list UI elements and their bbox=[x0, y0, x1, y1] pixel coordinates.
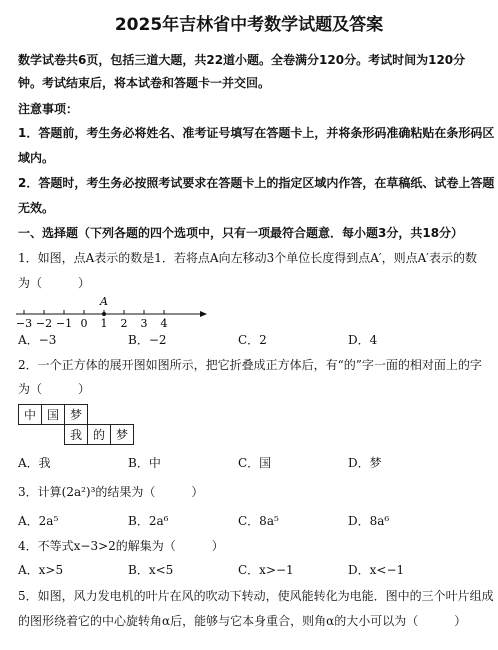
number-line-tick-label: 2 bbox=[120, 317, 128, 330]
q1-option-b[interactable]: B．−2 bbox=[128, 333, 167, 347]
q1-stem-line-2: 为（ ） bbox=[18, 276, 91, 290]
q1-option-d[interactable]: D．4 bbox=[348, 333, 378, 347]
net-face-top-2: 国 bbox=[41, 404, 65, 425]
net-face-top-1: 中 bbox=[18, 404, 42, 425]
number-line-tick-label: −2 bbox=[35, 317, 53, 330]
notice-item-2-line-1: 2．答题时，考生务必按照考试要求在答题卡上的指定区域内作答，在草稿纸、试卷上答题 bbox=[18, 176, 495, 190]
number-line-tick-label: 3 bbox=[140, 317, 148, 330]
q2-stem-line-2: 为（ ） bbox=[18, 382, 91, 396]
intro-line-1: 数学试卷共6页，包括三道大题，共22道小题。全卷满分120分。考试时间为120分 bbox=[18, 53, 466, 67]
q2-option-a[interactable]: A．我 bbox=[18, 456, 51, 470]
number-line-tick-label: 4 bbox=[160, 317, 168, 330]
q3-stem: 3．计算(2a²)³的结果为（ ） bbox=[18, 485, 204, 499]
q4-option-c[interactable]: C．x>−1 bbox=[238, 563, 294, 577]
exam-title: 2025年吉林省中考数学试题及答案 bbox=[114, 15, 384, 35]
number-line-figure bbox=[14, 294, 214, 330]
q4-stem: 4．不等式x−3>2的解集为（ ） bbox=[18, 539, 224, 553]
notice-item-1-line-2: 域内。 bbox=[18, 151, 55, 165]
intro-line-2: 钟。考试结束后，将本试卷和答题卡一并交回。 bbox=[18, 76, 271, 90]
q3-option-d[interactable]: D．8a⁶ bbox=[348, 514, 390, 528]
q3-option-a[interactable]: A．2a⁵ bbox=[18, 514, 59, 528]
q1-stem-line-1: 1．如图，点A表示的数是1．若将点A向左移动3个单位长度得到点A′，则点A′表示的数 bbox=[18, 251, 478, 265]
number-line-tick-label: −1 bbox=[55, 317, 73, 330]
q1-option-a[interactable]: A．−3 bbox=[18, 333, 57, 347]
point-a-marker bbox=[102, 312, 106, 316]
q3-option-b[interactable]: B．2a⁶ bbox=[128, 514, 169, 528]
q1-option-c[interactable]: C．2 bbox=[238, 333, 267, 347]
q5-stem-line-1: 5．如图，风力发电机的叶片在风的吹动下转动，使风能转化为电能．图中的三个叶片组成 bbox=[18, 589, 494, 603]
q3-option-c[interactable]: C．8a⁵ bbox=[238, 514, 279, 528]
q5-stem-line-2: 的图形绕着它的中心旋转角α后，能够与它本身重合，则角α的大小可以为（ ） bbox=[18, 614, 467, 628]
net-face-top-3: 梦 bbox=[64, 404, 88, 425]
net-face-bottom-2: 的 bbox=[87, 424, 111, 445]
number-line-tick-label: 1 bbox=[100, 317, 108, 330]
q2-option-c[interactable]: C．国 bbox=[238, 456, 272, 470]
net-face-bottom-3: 梦 bbox=[110, 424, 134, 445]
q2-stem-line-1: 2．一个正方体的展开图如图所示，把它折叠成正方体后，有“的”字一面的相对面上的字 bbox=[18, 358, 482, 372]
notice-item-2-line-2: 无效。 bbox=[18, 201, 55, 215]
number-line-tick-label: −3 bbox=[15, 317, 33, 330]
point-a-label: A bbox=[100, 295, 108, 308]
q4-option-d[interactable]: D．x<−1 bbox=[348, 563, 405, 577]
notice-heading: 注意事项： bbox=[18, 102, 79, 116]
number-line-tick-label: 0 bbox=[80, 317, 88, 330]
q4-option-a[interactable]: A．x>5 bbox=[18, 563, 64, 577]
q4-option-b[interactable]: B．x<5 bbox=[128, 563, 174, 577]
q2-option-b[interactable]: B．中 bbox=[128, 456, 161, 470]
q2-option-d[interactable]: D．梦 bbox=[348, 456, 382, 470]
notice-item-1-line-1: 1．答题前，考生务必将姓名、准考证号填写在答题卡上，并将条形码准确粘贴在条形码区 bbox=[18, 126, 495, 140]
net-face-bottom-1: 我 bbox=[64, 424, 88, 445]
section-1-heading: 一、选择题（下列各题的四个选项中，只有一项最符合题意．每小题3分，共18分） bbox=[18, 226, 464, 240]
